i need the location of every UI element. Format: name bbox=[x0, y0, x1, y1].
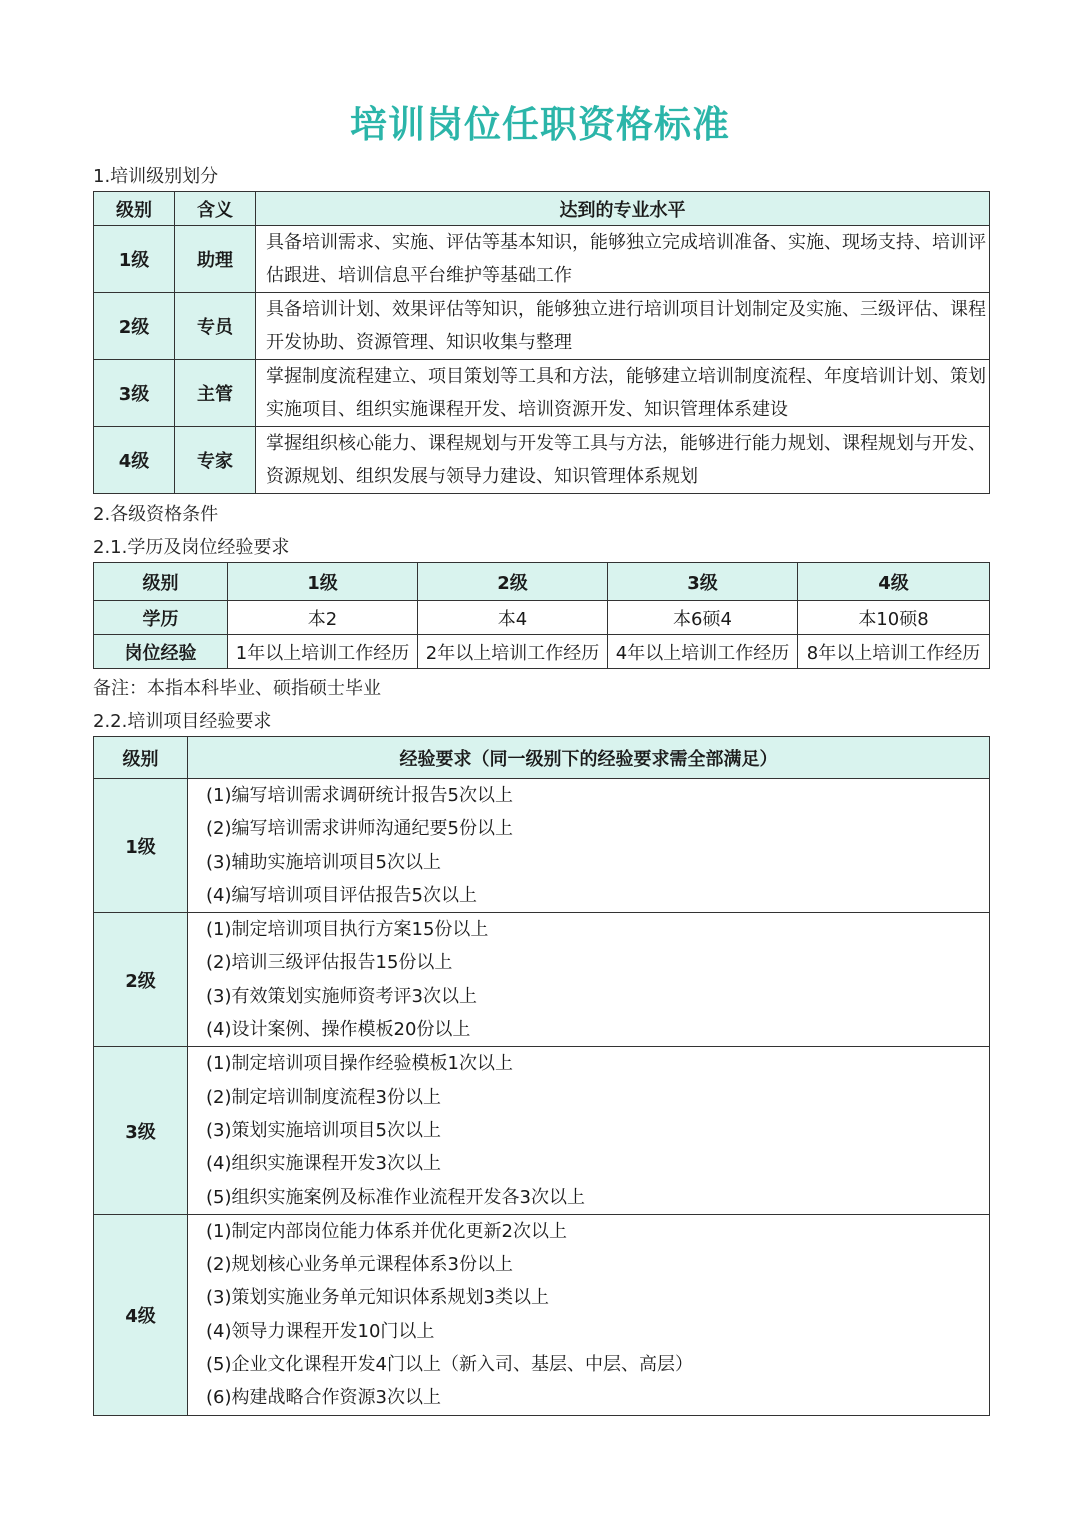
meaning-cell: 专家 bbox=[175, 427, 256, 494]
list-item: (3)辅助实施培训项目5次以上 bbox=[206, 851, 441, 873]
level-division-table bbox=[93, 191, 990, 494]
list-item: (4)编写培训项目评估报告5次以上 bbox=[206, 884, 477, 906]
list-item: (1)制定培训项目执行方案15份以上 bbox=[206, 919, 489, 941]
list-item: (4)领导力课程开发10门以上 bbox=[206, 1320, 435, 1342]
level-cell: 4级 bbox=[94, 427, 175, 494]
header-level: 级别 bbox=[94, 192, 175, 226]
table-row bbox=[94, 360, 990, 427]
experience-cell: 2年以上培训工作经历 bbox=[418, 635, 608, 669]
list-item: (2)制定培训制度流程3份以上 bbox=[206, 1086, 441, 1108]
table-row bbox=[94, 1214, 990, 1415]
description-cell: 掌握组织核心能力、课程规划与开发等工具与方法，能够进行能力规划、课程规划与开发、资源规划、组织发展与领导力建设、知识管理体系规划 bbox=[256, 427, 990, 494]
education-label: 学历 bbox=[94, 601, 228, 635]
header-experience-requirements: 经验要求（同一级别下的经验要求需全部满足） bbox=[188, 737, 990, 779]
level-cell: 1级 bbox=[94, 226, 175, 293]
list-item: (6)构建战略合作资源3次以上 bbox=[206, 1387, 441, 1409]
table-row bbox=[94, 226, 990, 293]
list-item: (1)制定内部岗位能力体系并优化更新2次以上 bbox=[206, 1220, 567, 1242]
list-item: (5)企业文化课程开发4门以上（新入司、基层、中层、高层） bbox=[206, 1354, 693, 1376]
experience-row bbox=[94, 635, 990, 669]
requirements-cell bbox=[188, 779, 990, 913]
list-item: (4)组织实施课程开发3次以上 bbox=[206, 1153, 441, 1175]
list-item: (2)规划核心业务单元课程体系3份以上 bbox=[206, 1254, 513, 1276]
section-2-1-heading: 2.1.学历及岗位经验要求 bbox=[93, 537, 290, 558]
level-cell: 3级 bbox=[94, 1047, 188, 1214]
table-header-row bbox=[94, 563, 990, 601]
education-note: 备注：本指本科毕业、硕指硕士毕业 bbox=[93, 678, 381, 699]
description-cell: 掌握制度流程建立、项目策划等工具和方法，能够建立培训制度流程、年度培训计划、策划实施项目、组织实施课程开发、培训资源开发、知识管理体系建设 bbox=[256, 360, 990, 427]
header-professional-level: 达到的专业水平 bbox=[256, 192, 990, 226]
section-2-heading: 2.各级资格条件 bbox=[93, 504, 219, 525]
list-item: (2)培训三级评估报告15份以上 bbox=[206, 952, 453, 974]
requirements-cell bbox=[188, 913, 990, 1047]
header-level: 级别 bbox=[94, 563, 228, 601]
table-header-row bbox=[94, 737, 990, 779]
list-item: (5)组织实施案例及标准作业流程开发各3次以上 bbox=[206, 1186, 585, 1208]
header-level-4: 4级 bbox=[798, 563, 990, 601]
meaning-cell: 主管 bbox=[175, 360, 256, 427]
education-cell: 本4 bbox=[418, 601, 608, 635]
list-item: (3)有效策划实施师资考评3次以上 bbox=[206, 985, 477, 1007]
table-row bbox=[94, 1047, 990, 1214]
education-cell: 本2 bbox=[228, 601, 418, 635]
table-header-row bbox=[94, 192, 990, 226]
header-level: 级别 bbox=[94, 737, 188, 779]
section-2-2-heading: 2.2.培训项目经验要求 bbox=[93, 711, 272, 732]
experience-cell: 8年以上培训工作经历 bbox=[798, 635, 990, 669]
level-cell: 3级 bbox=[94, 360, 175, 427]
level-cell: 1级 bbox=[94, 779, 188, 913]
project-experience-table bbox=[93, 736, 990, 1416]
list-item: (3)策划实施业务单元知识体系规划3类以上 bbox=[206, 1287, 549, 1309]
meaning-cell: 专员 bbox=[175, 293, 256, 360]
list-item: (4)设计案例、操作模板20份以上 bbox=[206, 1019, 471, 1041]
experience-label: 岗位经验 bbox=[94, 635, 228, 669]
table-row bbox=[94, 913, 990, 1047]
education-experience-table bbox=[93, 562, 990, 669]
education-row bbox=[94, 601, 990, 635]
table-row bbox=[94, 779, 990, 913]
section-1-heading: 1.培训级别划分 bbox=[93, 166, 219, 187]
header-meaning: 含义 bbox=[175, 192, 256, 226]
requirements-cell bbox=[188, 1047, 990, 1214]
page-title: 培训岗位任职资格标准 bbox=[350, 103, 730, 146]
list-item: (2)编写培训需求讲师沟通纪要5份以上 bbox=[206, 818, 513, 840]
table-row bbox=[94, 293, 990, 360]
description-cell: 具备培训需求、实施、评估等基本知识，能够独立完成培训准备、实施、现场支持、培训评估跟进、培训信息平台维护等基础工作 bbox=[256, 226, 990, 293]
level-cell: 2级 bbox=[94, 913, 188, 1047]
list-item: (3)策划实施培训项目5次以上 bbox=[206, 1119, 441, 1141]
level-cell: 2级 bbox=[94, 293, 175, 360]
meaning-cell: 助理 bbox=[175, 226, 256, 293]
description-cell: 具备培训计划、效果评估等知识，能够独立进行培训项目计划制定及实施、三级评估、课程开发协助、资源管理、知识收集与整理 bbox=[256, 293, 990, 360]
header-level-1: 1级 bbox=[228, 563, 418, 601]
education-cell: 本10硕8 bbox=[798, 601, 990, 635]
education-cell: 本6硕4 bbox=[608, 601, 798, 635]
requirements-cell bbox=[188, 1214, 990, 1415]
list-item: (1)制定培训项目操作经验模板1次以上 bbox=[206, 1053, 513, 1075]
header-level-2: 2级 bbox=[418, 563, 608, 601]
table-row bbox=[94, 427, 990, 494]
experience-cell: 4年以上培训工作经历 bbox=[608, 635, 798, 669]
level-cell: 4级 bbox=[94, 1214, 188, 1415]
header-level-3: 3级 bbox=[608, 563, 798, 601]
experience-cell: 1年以上培训工作经历 bbox=[228, 635, 418, 669]
list-item: (1)编写培训需求调研统计报告5次以上 bbox=[206, 785, 513, 806]
